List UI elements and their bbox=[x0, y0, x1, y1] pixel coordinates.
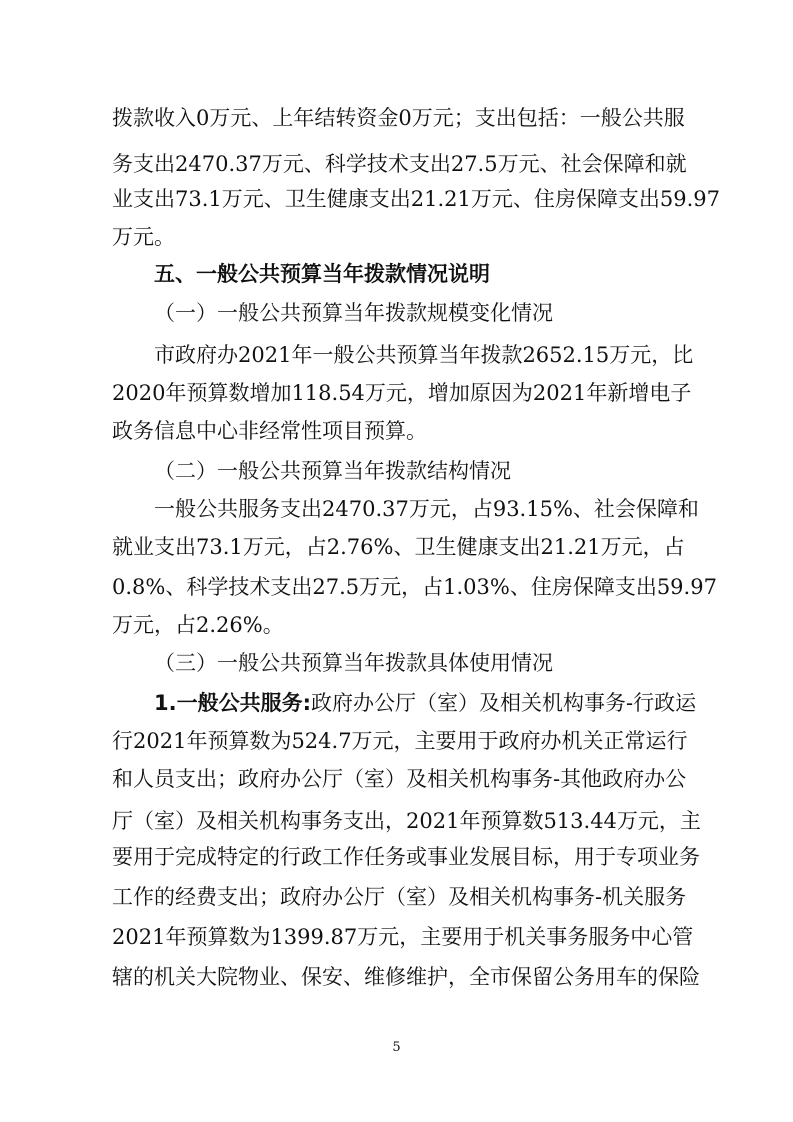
text-line: 就业支出73.1万元，占2.76%、卫生健康支出21.21万元，占 bbox=[112, 535, 685, 559]
text-line: 业支出73.1万元、卫生健康支出21.21万元、住房保障支出59.97 bbox=[112, 187, 720, 211]
text-line: 务支出2470.37万元、科学技术支出27.5万元、社会保障和就 bbox=[112, 152, 687, 176]
text-line: 政务信息中心非经常性项目预算。 bbox=[112, 419, 427, 443]
subsection-heading: （二）一般公共预算当年拨款结构情况 bbox=[154, 459, 511, 483]
text-line: 0.8%、科学技术支出27.5万元，占1.03%、住房保障支出59.97 bbox=[112, 575, 717, 599]
text-line: 工作的经费支出；政府办公厅（室）及相关机构事务-机关服务 bbox=[112, 885, 687, 909]
page-number: 5 bbox=[392, 1040, 401, 1055]
text-line: 一般公共服务支出2470.37万元，占93.15%、社会保障和 bbox=[154, 497, 699, 521]
item-text: 政府办公厅（室）及相关机构事务-行政运 bbox=[311, 691, 697, 715]
text-line: 行2021年预算数为524.7万元，主要用于政府办机关正常运行 bbox=[112, 729, 688, 753]
text-line: 市政府办2021年一般公共预算当年拨款2652.15万元，比 bbox=[154, 343, 694, 367]
item-lead: 1.一般公共服务: bbox=[154, 691, 311, 715]
text-line: 要用于完成特定的行政工作任务或事业发展目标，用于专项业务 bbox=[112, 845, 700, 869]
subsection-heading: （三）一般公共预算当年拨款具体使用情况 bbox=[154, 651, 553, 675]
text-line: 万元，占2.26%。 bbox=[112, 613, 284, 637]
text-line: 万元。 bbox=[112, 225, 175, 249]
text-line: 辖的机关大院物业、保安、维修维护，全市保留公务用车的保险 bbox=[112, 965, 700, 989]
text-line: 2021年预算数为1399.87万元，主要用于机关事务服务中心管 bbox=[112, 925, 694, 949]
text-line: 拨款收入0万元、上年结转资金0万元；支出包括：一般公共服 bbox=[112, 106, 685, 130]
subsection-heading: （一）一般公共预算当年拨款规模变化情况 bbox=[154, 301, 553, 325]
text-line bbox=[154, 688, 697, 718]
section-heading: 五、一般公共预算当年拨款情况说明 bbox=[154, 262, 490, 286]
text-line: 和人员支出；政府办公厅（室）及相关机构事务-其他政府办公 bbox=[112, 767, 687, 791]
text-line: 厅（室）及相关机构事务支出，2021年预算数513.44万元，主 bbox=[112, 809, 701, 833]
text-line: 2020年预算数增加118.54万元，增加原因为2021年新增电子 bbox=[112, 381, 692, 405]
